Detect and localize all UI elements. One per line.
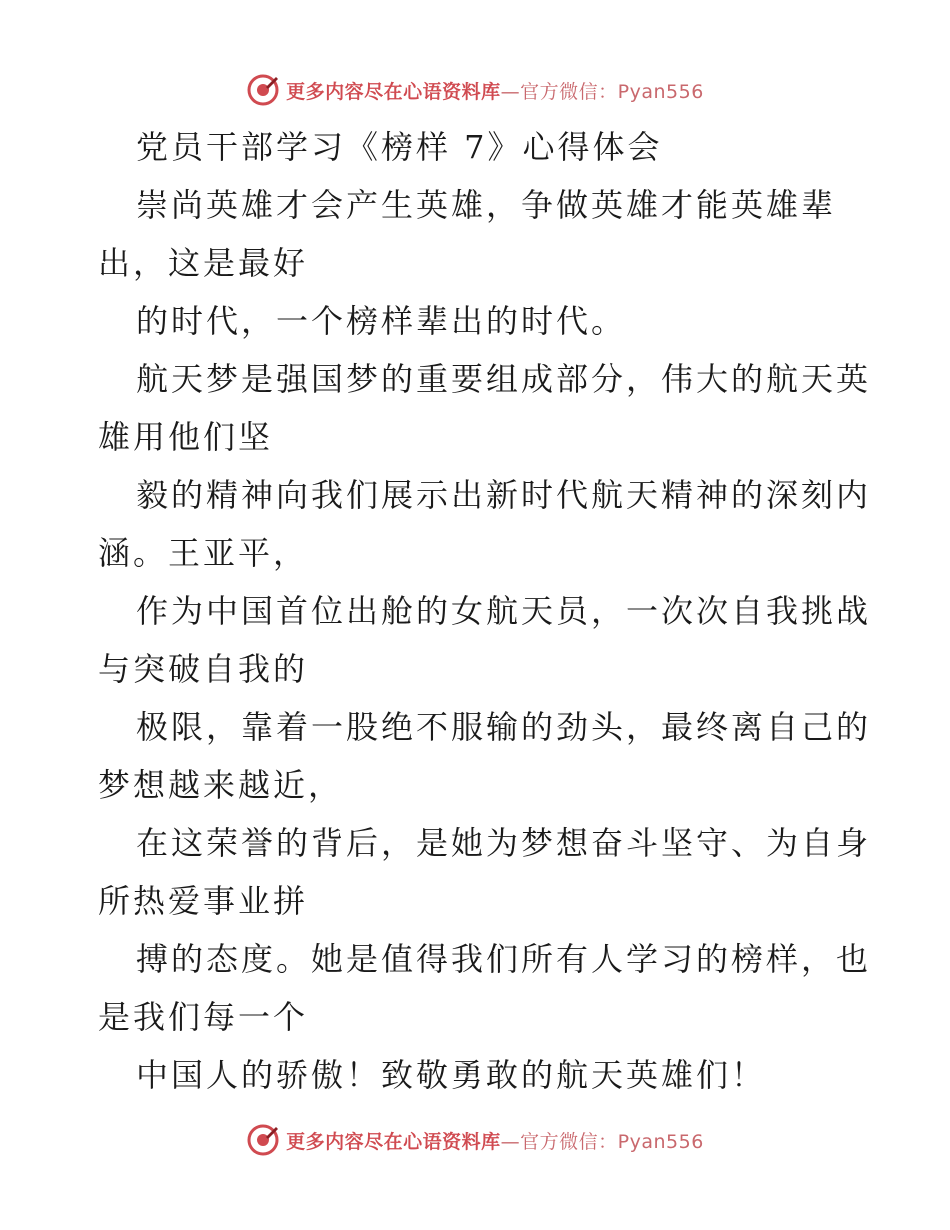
paragraph-line: 涵。王亚平， (98, 534, 309, 572)
paragraph-line: 中国人的骄傲！致敬勇敢的航天英雄们！ (136, 1056, 767, 1094)
paragraph-line: 作为中国首位出舱的女航天员，一次次自我挑战 (136, 592, 872, 630)
watermark-contact: 官方微信：Pyan556 (520, 80, 704, 103)
watermark-text (286, 1127, 704, 1154)
paragraph-line: 航天梦是强国梦的重要组成部分，伟大的航天英 (136, 360, 872, 398)
watermark-brand: 更多内容尽在心语资料库 (286, 1130, 501, 1153)
watermark-separator: — (500, 80, 521, 103)
paragraph-line: 所热爱事业拼 (98, 882, 309, 920)
watermark-brand: 更多内容尽在心语资料库 (286, 80, 501, 103)
footer-watermark (0, 1120, 950, 1160)
paragraph-line: 极限，靠着一股绝不服输的劲头，最终离自己的 (136, 708, 872, 746)
brand-logo-icon (246, 1123, 280, 1157)
paragraph-line: 梦想越来越近， (98, 766, 344, 804)
paragraph-line: 与突破自我的 (98, 650, 309, 688)
paragraph-line: 搏的态度。她是值得我们所有人学习的榜样，也 (136, 940, 872, 978)
watermark-text (286, 77, 704, 104)
paragraph-line: 崇尚英雄才会产生英雄，争做英雄才能英雄辈 (136, 186, 837, 224)
paragraph-line: 出，这是最好 (98, 244, 309, 282)
document-title: 党员干部学习《榜样 7》心得体会 (136, 128, 663, 166)
paragraph-line: 雄用他们坚 (98, 418, 274, 456)
watermark-separator: — (500, 1130, 521, 1153)
paragraph-line: 毅的精神向我们展示出新时代航天精神的深刻内 (136, 476, 872, 514)
paragraph-line: 的时代，一个榜样辈出的时代。 (136, 302, 627, 340)
paragraph-line: 在这荣誉的背后，是她为梦想奋斗坚守、为自身 (136, 824, 872, 862)
brand-logo-icon (246, 73, 280, 107)
paragraph-line: 是我们每一个 (98, 998, 309, 1036)
watermark-contact: 官方微信：Pyan556 (520, 1130, 704, 1153)
header-watermark (0, 70, 950, 110)
document-body (98, 118, 872, 1104)
